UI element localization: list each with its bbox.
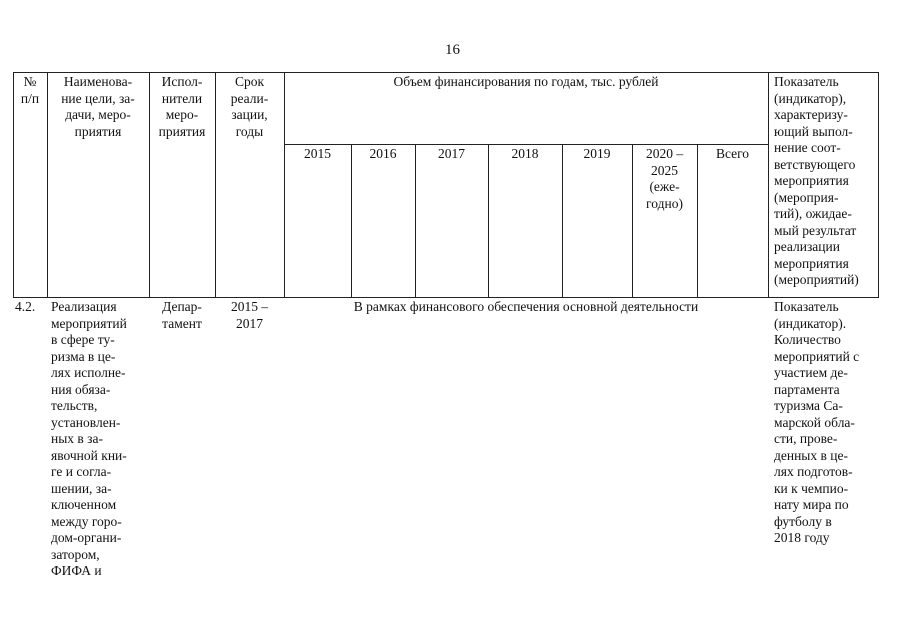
- header-year-2018: 2018: [511, 146, 539, 161]
- year-divider: [488, 144, 489, 298]
- table-top-border: [13, 72, 879, 73]
- row-funding-note: В рамках финансового обеспечения основной деятельности: [353, 299, 699, 314]
- header-executors: Испол- нители меро- приятия: [158, 74, 206, 139]
- row-indicator: Показатель (индикатор). Количество мероприятий с участием де- партамента туризма Са- марской обла- сти, прове- денных в це- лях подготов- ки к чемпио- нату мира по футболу в 2018 году: [774, 299, 860, 545]
- year-divider: [415, 144, 416, 298]
- header-year-2016: 2016: [369, 146, 397, 161]
- header-year-2017: 2017: [438, 146, 465, 161]
- header-funding: Объем финансирования по годам, тыс. рублей: [393, 74, 659, 89]
- year-divider: [562, 144, 563, 298]
- row-term: 2015 – 2017: [230, 299, 269, 331]
- header-year-2019: 2019: [583, 146, 611, 161]
- page-number: 16: [445, 42, 460, 58]
- header-term: Срок реали- зации, годы: [230, 74, 269, 139]
- header-year-2015: 2015: [304, 146, 331, 161]
- col-divider: [768, 72, 769, 298]
- header-total: Всего: [715, 146, 750, 161]
- table-right-border: [878, 72, 879, 298]
- col-divider: [284, 72, 285, 298]
- header-bottom-border: [13, 297, 879, 298]
- row-number: 4.2.: [15, 299, 36, 314]
- row-name: Реализация мероприятий в сфере ту- ризма в це- лях исполне- ния обяза- тельств, установлен- ных в за- явочной кни- ге и согла- шении, за- ключенном между горо- дом-органи- затором, ФИФА и: [51, 299, 127, 578]
- year-divider: [697, 144, 698, 298]
- header-indicator: Показатель (индикатор), характеризу- ющий выпол- нение соот- ветствующего мероприятия (мероприя- тий), ожидае- мый результат реализации мероприятия (мероприятий): [774, 74, 859, 287]
- header-name: Наименова- ние цели, за- дачи, меро- приятия: [61, 74, 135, 139]
- header-year-2020-2025: 2020 – 2025 (еже- годно): [645, 146, 684, 211]
- header-num: № п/п: [20, 74, 40, 106]
- year-divider: [351, 144, 352, 298]
- year-header-border: [284, 144, 768, 145]
- row-executor: Депар- тамент: [162, 299, 202, 331]
